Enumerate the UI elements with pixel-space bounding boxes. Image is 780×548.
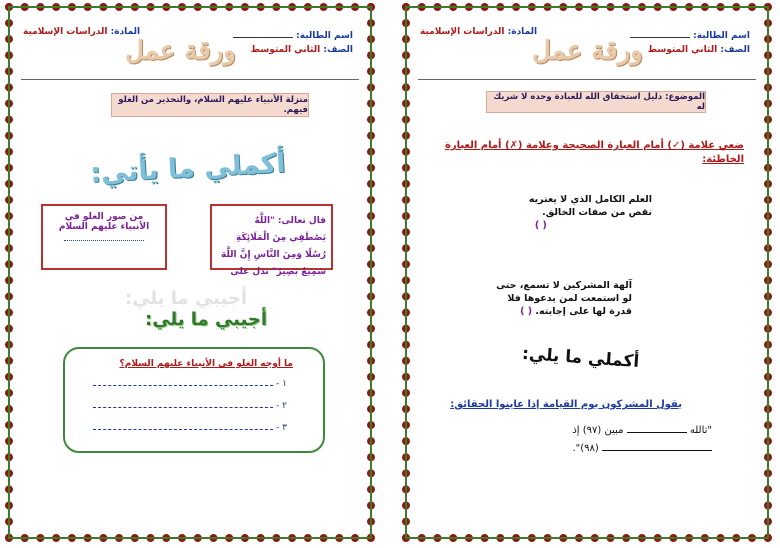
questions-box	[63, 347, 325, 453]
quran-heading: يقول المشركون يوم القيامة إذا عاينوا الحقائق:	[450, 399, 682, 410]
answer-line-3[interactable]: ٣ -	[93, 423, 287, 433]
student-name-label: اسم الطالبة:	[233, 31, 353, 41]
right-worksheet-page	[402, 3, 772, 542]
subject-label: المادة: الدراسات الإسلامية	[23, 27, 141, 37]
grade-label: الصف: الثاني المتوسط	[647, 45, 750, 55]
quran-line-1: "تالله مبين (٩٧) إذ	[572, 425, 712, 436]
left-worksheet-page	[5, 3, 375, 542]
verse-box: قال تعالى: "اللَّهُ يَصْطَفِي مِنَ الْمَلَائِكَةِ رُسُلًا وَمِنَ النَّاسِ إِنَّ اللَّهَ سَمِيعٌ بَصِيرٌ" تدل على	[210, 204, 333, 270]
subject-label: المادة: الدراسات الإسلامية	[420, 27, 538, 37]
header-divider	[418, 79, 756, 80]
topic-box: منزلة الأنبياء عليهم السلام، والتحذير من الغلو فيهم.	[111, 93, 309, 117]
complete-heading: أكملي ما يلي:	[521, 343, 640, 373]
student-name-label: اسم الطالبة:	[630, 31, 750, 41]
answer-line-2[interactable]: ٢ -	[93, 401, 287, 411]
answer-heading-ghost: أجيبي ما يلي:	[125, 288, 248, 309]
question-text: ما أوجه الغلو في الأنبياء عليهم السلام؟	[119, 359, 293, 369]
instruction-text: ضعي علامة (✓) أمام العبارة الصحيحة وعلامة (✗) أمام العبارة الخاطئة:	[444, 140, 744, 165]
topic-box: الموضوع: دليل استحقاق الله للعبادة وحده لا شريك له	[486, 91, 706, 113]
fill-blank-2[interactable]	[602, 450, 712, 451]
answer-heading: أجيبي ما يلي:	[145, 309, 268, 330]
answer-paren-1[interactable]: ( )	[534, 220, 547, 231]
statement-1: العلم الكامل الذي لا يعتريه نقص من صفات الخالق. ( )	[528, 194, 652, 231]
complete-heading: أكملي ما يأتي:	[89, 147, 287, 190]
worksheet-title: ورقة عمل	[125, 36, 236, 66]
grade-label: الصف: الثاني المتوسط	[250, 45, 353, 55]
answer-paren-2[interactable]: ( )	[520, 306, 533, 317]
answer-line-1[interactable]: ١ -	[93, 379, 287, 389]
fill-blank-1[interactable]	[627, 432, 687, 433]
ghulu-examples-box: من صور الغلو في الأنبياء عليهم السلام	[41, 204, 167, 270]
worksheet-title: ورقة عمل	[532, 36, 643, 66]
header-divider	[21, 79, 359, 80]
decorative-border	[402, 3, 772, 542]
statement-2: آلهة المشركين لا تسمع، حتى لو استمعت لمن يدعوها فلا قدرة لها على إجابته. ( )	[496, 280, 632, 317]
quran-line-2: (٩٨)".	[572, 443, 712, 454]
